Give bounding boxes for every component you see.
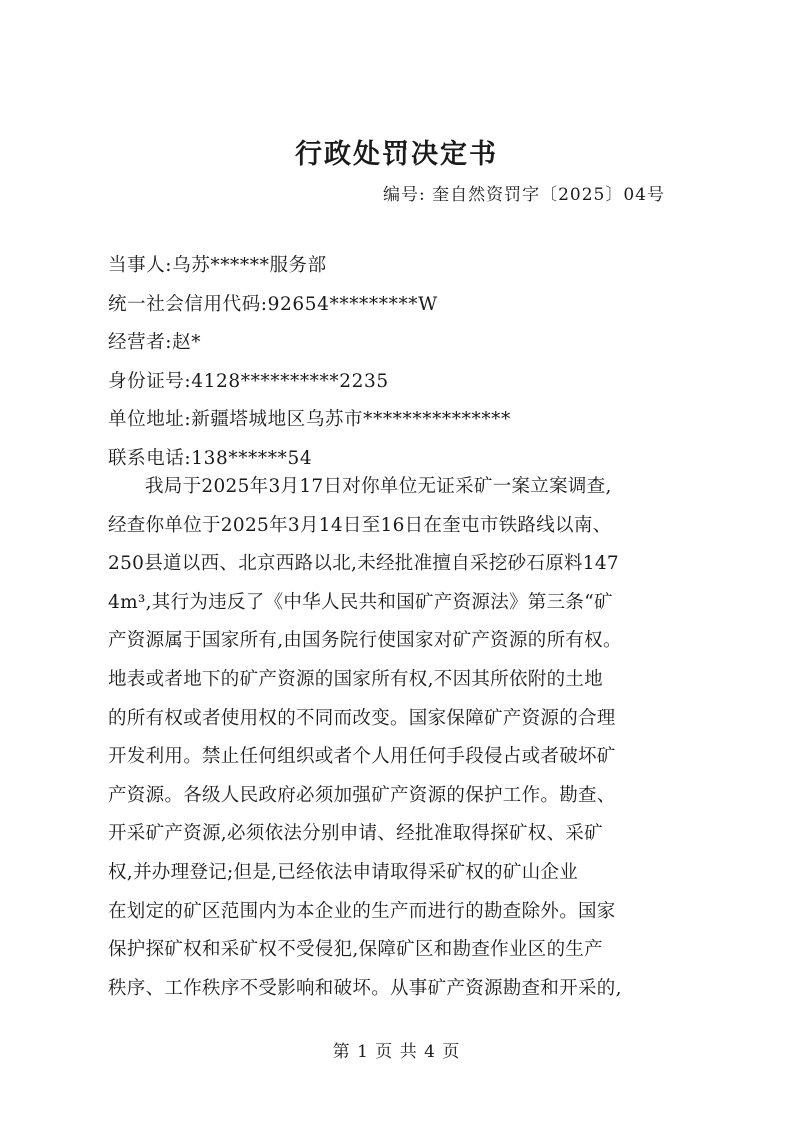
body-line: 秩序、工作秩序不受影响和破坏。从事矿产资源勘查和开采的, [108,977,622,999]
id-number-label: 身份证号: [108,370,192,392]
party-label: 当事人: [108,255,173,276]
body-line: 保护探矿权和采矿权不受侵犯,保障矿区和勘查作业区的生产 [108,939,603,961]
id-number-row [108,363,708,402]
body-line: 在划定的矿区范围内为本企业的生产而进行的勘查除外。国家 [108,900,616,922]
body-line: 开发利用。禁止任何组织或者个人用任何手段侵占或者破坏矿 [108,746,616,768]
body-line: 4m³,其行为违反了《中华人民共和国矿产资源法》第三条“矿 [108,591,613,613]
address-row [108,401,708,440]
body-line: 开采矿产资源,必须依法分别申请、经批准取得探矿权、采矿 [108,823,603,845]
operator-label: 经营者: [108,332,173,353]
document-number: 编号: 奎自然资罚字〔2025〕04号 [382,185,665,205]
address-value: 新疆塔城地区乌苏市*************** [191,409,511,430]
phone-value: 138******54 [191,447,313,469]
body-line: 产资源属于国家所有,由国务院行使国家对矿产资源的所有权。 [108,630,622,652]
party-row [108,247,708,286]
credit-code-row [108,286,708,325]
id-number-value: 4128**********2235 [191,370,389,392]
body-line: 我局于2025年3月17日对你单位无证采矿一案立案调查, [145,476,612,497]
operator-value: 赵* [172,332,202,353]
body-line: 250县道以西、北京西路以北,未经批准擅自采挖砂石原料147 [108,553,620,575]
credit-code-label: 统一社会信用代码: [108,293,268,315]
body-paragraph [108,468,690,1008]
body-line: 的所有权或者使用权的不同而改变。国家保障矿产资源的合理 [108,707,616,729]
party-info-block [108,247,708,478]
body-line: 权,并办理登记;但是,已经依法申请取得采矿权的矿山企业 [108,861,579,883]
phone-label: 联系电话: [108,447,192,469]
credit-code-value: 92654*********W [267,293,438,315]
body-line: 地表或者地下的矿产资源的国家所有权,不因其所依附的土地 [108,668,603,690]
body-line: 经查你单位于2025年3月14日至16日在奎屯市铁路线以南、 [108,514,612,536]
operator-row [108,324,708,363]
page-number-footer: 第 1 页 共 4 页 [332,1042,461,1062]
body-line: 产资源。各级人民政府必须加强矿产资源的保护工作。勘查、 [108,784,616,806]
document-title: 行政处罚决定书 [295,139,498,170]
party-value: 乌苏******服务部 [172,255,327,276]
address-label: 单位地址: [108,409,192,430]
